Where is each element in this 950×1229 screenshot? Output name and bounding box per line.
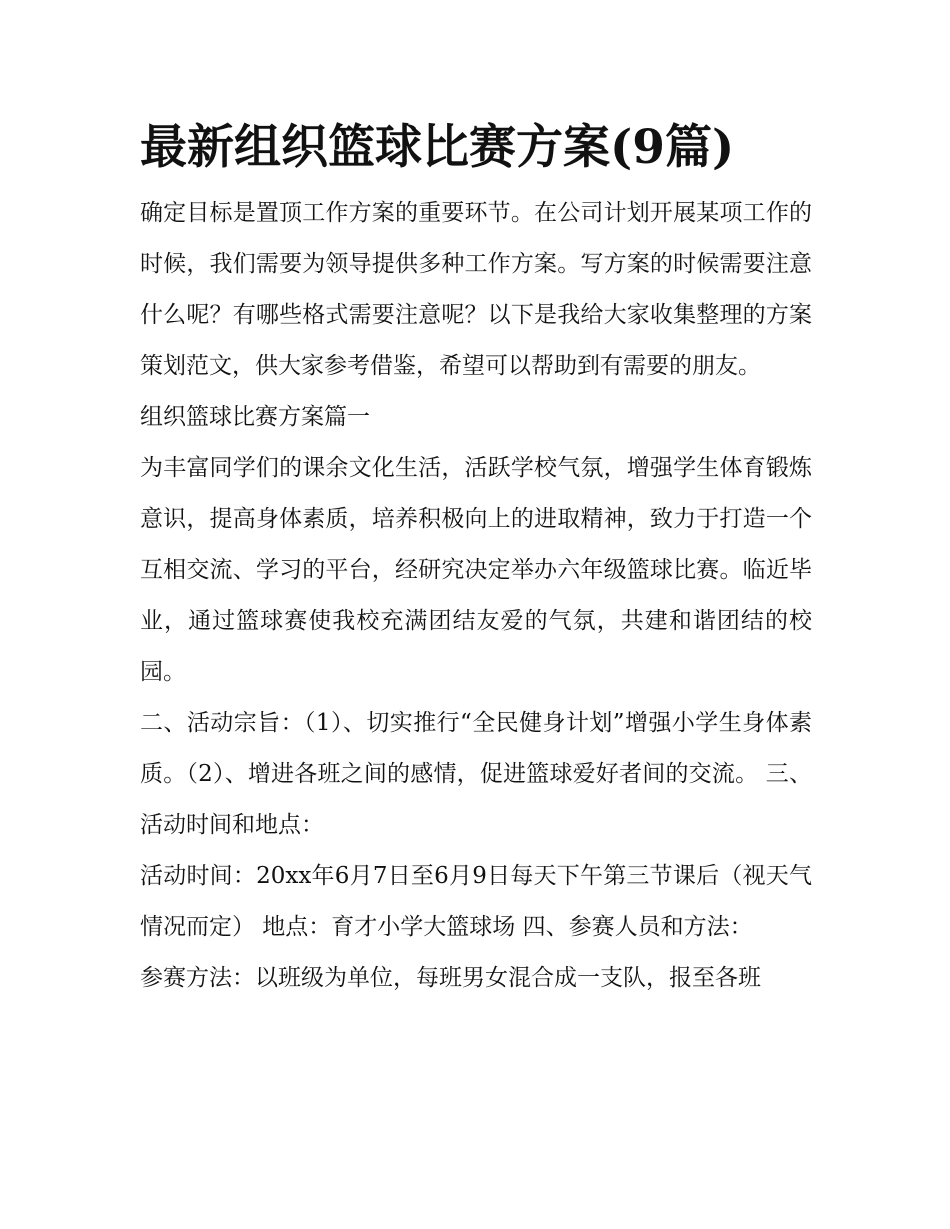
intro-paragraph: 确定目标是置顶工作方案的重要环节。在公司计划开展某项工作的时候，我们需要为领导提供多种工作方案。写方案的时候需要注意什么呢？有哪些格式需要注意呢？以下是我给大家收集整理的方案策划范文，供大家参考借鉴，希望可以帮助到有需要的朋友。 [140, 200, 812, 379]
purpose-paragraph: 为丰富同学们的课余文化生活，活跃学校气氛，增强学生体育锻炼意识，提高身体素质，培养积极向上的进取精神，致力于打造一个互相交流、学习的平台，经研究决定举办六年级篮球比赛。临近毕业，通过篮球赛使我校充满团结友爱的气氛，共建和谐团结的校园。 [140, 455, 812, 685]
activity-time-paragraph: 活动时间：20xx年6月7日至6月9日每天下午第三节课后（视天气情况而定） 地点：育才小学大篮球场 四、参赛人员和方法： [140, 863, 812, 940]
activity-aim-paragraph: 二、活动宗旨：（1）、切实推行“全民健身计划”增强小学生身体素质。（2）、增进各班之间的感情，促进篮球爱好者间的交流。 三、活动时间和地点： [140, 710, 812, 838]
document-page [140, 112, 812, 1004]
document-title: 最新组织篮球比赛方案(9篇) [140, 120, 735, 175]
section-heading-part-one: 组织篮球比赛方案篇一 [140, 404, 370, 430]
participation-method-paragraph: 参赛方法：以班级为单位，每班男女混合成一支队，报至各班 [140, 965, 761, 991]
